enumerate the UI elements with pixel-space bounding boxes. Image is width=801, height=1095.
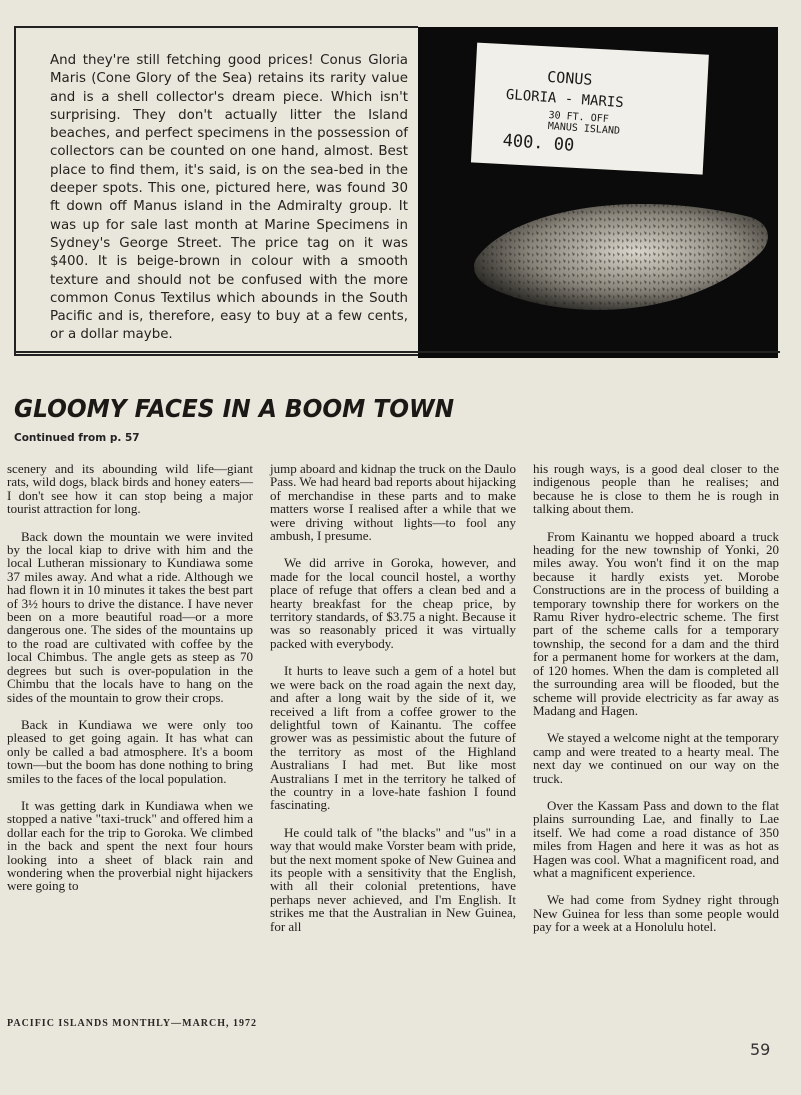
sidebar-box [14,26,418,356]
tag-line-location: MANUS ISLAND [547,120,621,137]
price-tag-text [502,65,708,165]
paragraph: We had come from Sydney right through New Guinea for less than some people would pay for a week at a Honolulu hotel. [533,892,779,935]
paragraph: Back down the mountain we were invited by the local kiap to drive with him and the local Lutheran missionary to Kundiawa some 37 miles away. And what a ride. Although we had flown it in 10 minutes it takes the best part of 3½ hours to drive the distance. I have never been on a more beautiful road—or a more dangerous one. The sides of the mountains up to the road are cultivated with coffee by the local Chimbus. The angle gets as steep as 70 degrees but such is over-population in the Chimbu that the locals have to hang on the sides of the mountain to grow their crops. [7,528,253,705]
tag-line-name: GLORIA - MARIS [505,86,625,112]
tag-line-species: CONUS [546,67,593,89]
continued-note: Continued from p. 57 [14,432,140,444]
paragraph: Over the Kassam Pass and down to the flat plains surrounding Lae, and finally to Lae itself. We had come a road distance of 350 miles from Hagen and here it was as hot as Hagen was cool. What a magnificent road, and what a magnificent experience. [533,797,779,880]
tag-line-price: 400. 00 [502,130,575,156]
section-rule [14,351,780,353]
paragraph: We stayed a welcome night at the temporary camp and were treated to a hearty meal. The next day we continued on our way on the truck. [533,730,779,786]
article-headline: GLOOMY FACES IN A BOOM TOWN [14,394,455,423]
shell-photo [418,27,778,358]
paragraph: It hurts to leave such a gem of a hotel but we were back on the road again the next day, and after a long wait by the side of it, we received a lift from a coffee grower to the delightful town of Kainantu. The coffee grower was as pessimistic about the future of the territory as most of the Highland Australians I had met. But like most Australians I met in the territory he talked of the country in a love-hate fashion I found fascinating. [270,663,516,813]
paragraph: From Kainantu we hopped aboard a truck heading for the new township of Yonki, 20 miles away. You won't find it on the map because it hardly exists yet. Morobe Constructions are in the process of building a temporary township there for workers on the Ramu River hydro-electric scheme. The first part of the scheme calls for a temporary township, the second for a dam and the third for a permanent home for workers at the dam, of 120 homes. When the dam is completed all the surrounding area will be flooded, but the scheme will provide electricity as far away as Madang and Hagen. [533,528,779,718]
tag-line-depth: 30 FT. OFF [548,109,610,126]
article-column-3 [533,462,779,948]
paragraph: his rough ways, is a good deal closer to the indigenous people than he realises; and because he is close to them he is rough in talking about them. [533,461,779,517]
paragraph: It was getting dark in Kundiawa when we stopped a native "taxi-truck" and offered him a dollar each for the trip to Goroka. We climbed in the back and spent the next four hours looking into a sheet of black rain and wondering when the proverbial night hijackers were going to [7,797,253,894]
shell-markings [474,204,768,310]
article-column-2 [270,462,516,947]
sidebar-text: And they're still fetching good prices! Conus Gloria Maris (Cone Glory of the Sea) retains its rarity value and is a shell collector's dream piece. Which isn't surprising. They don't actually litter the Island beaches, and perfect specimens in the possession of collectors can be counted on one hand, almost. Best place to find them, it's said, is on the sea-bed in the deeper spots. This one, pictured here, was found 30 ft down off Manus island in the Admiralty group. It was up for sale last month at Marine Specimens in Sydney's George Street. The price tag on it was $400. It is beige-brown in colour with a smooth texture and should not be confused with the more common Conus Textilus which abounds in the South Pacific and is, therefore, easy to buy at a few cents, or a dollar maybe. [50,53,408,343]
paragraph: We did arrive in Goroka, however, and made for the local council hostel, a worthy place of refuge that offers a clean bed and a hearty breakfast for the cheap price, by territory standards, of $3.75 a night. Because it was so reasonably priced it was virtually packed with everybody. [270,555,516,651]
article-column-1 [7,462,253,907]
paragraph: He could talk of "the blacks" and "us" in a way that would make Vorster beam with pride, but the next moment spoke of New Guinea and its people with a sensitivity that the English, with all their colonial pretentions, have perhaps never achieved, and I'm English. It strikes me that the Australian in New Guinea, for all [270,824,516,934]
paragraph: jump aboard and kidnap the truck on the Daulo Pass. We had heard bad reports about hijacking of merchandise in these parts and to make matters worse I realised after a while that we were driving without lights—to fool any ambush, I presume. [270,461,516,544]
publication-footer: PACIFIC ISLANDS MONTHLY—MARCH, 1972 [7,1018,258,1029]
paragraph: Back in Kundiawa we were only too pleased to get going again. It has what can only be called a bad atmosphere. It's a boom town—but the boom has done nothing to bring smiles to the faces of the local population. [7,716,253,786]
paragraph: scenery and its abounding wild life—giant rats, wild dogs, black birds and honey eaters—I don't see how it can stop being a major tourist attraction for long. [7,461,253,517]
page-number: 59 [750,1040,771,1059]
